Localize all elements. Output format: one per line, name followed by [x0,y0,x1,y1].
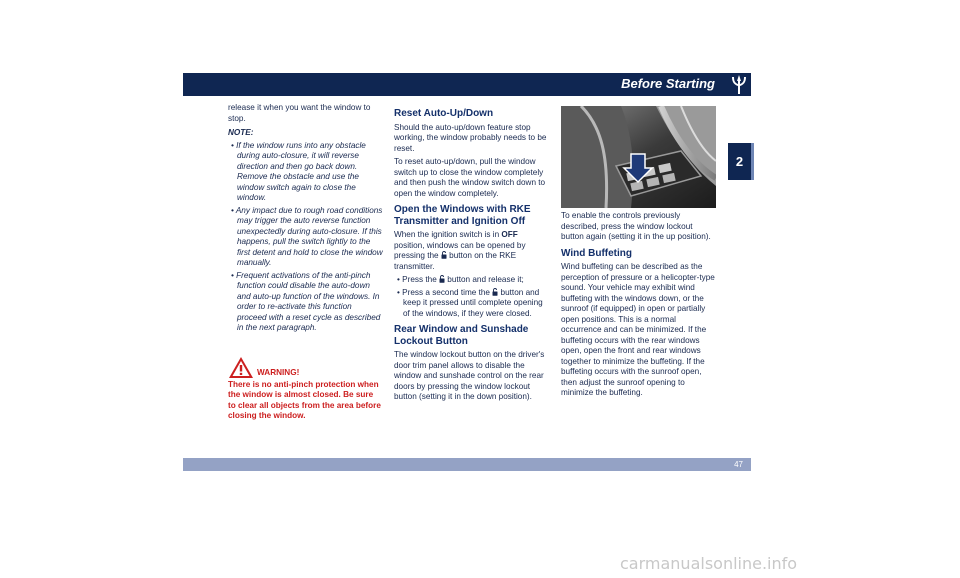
heading-rke: Open the Windows with RKE Transmitter and Ignition Off [394,204,531,227]
heading-rear-lockout: Rear Window and Sunshade Lockout Button [394,324,529,347]
off-label: OFF [501,230,518,239]
door-panel-photo [561,106,716,208]
warning-text: There is no anti-pinch protection when the window is almost closed. Be sure to clear all objects from the area before closing the window. [228,379,381,420]
wind-paragraph: Wind buffeting can be described as the perception of pressure or a helicopter-type sound. Your vehicle may exhibit wind buffeting with the windows down, or the sunroof (if equipped) in open or partially open positions. This is a normal occurrence and can be minimized. If the buffeting occurs with the rear windows open, open the front and rear windows together to minimize the buffeting. If the buffeting occurs with the sunroof open, then adjust the sunroof opening to minimize the buffeting. [561,262,715,397]
note-item: • Any impact due to rough road conditions may trigger the auto reverse function unexpectedly during auto-closure. If this happens, pull the switch lightly to the first detent and hold to close the window manually. [228,206,383,269]
column-2 [394,103,549,406]
enable-paragraph: To enable the controls previously described, press the window lockout button again (setting it in the up position). [561,211,711,241]
page-number: 47 [734,460,743,469]
rke-paragraph: When the ignition switch is in OFF position, windows can be opened by pressing the button on the RKE transmitter. [394,230,526,271]
note-item: • If the window runs into any obstacle during auto-closure, it will reverse direction and then go back down. Remove the obstacle and use the window switch again to close the window. [228,141,383,204]
chapter-tab: 2 [728,143,754,180]
footer-bar [183,458,751,471]
watermark: carmanualsonline.info [620,554,798,573]
intro-text: release it when you want the window to stop. [228,103,371,123]
trident-logo-icon [727,73,751,96]
header-bar [183,73,751,96]
warning-box [228,356,383,422]
warning-label: WARNING! [257,368,300,377]
column-1 [228,103,383,422]
note-label: NOTE: [228,128,254,137]
note-item: • Frequent activations of the anti-pinch function could disable the auto-down and auto-up function of the windows. In order to re-activate this function proceed with a reset cycle as described in the next paragraph. [228,271,383,334]
rke-step: • Press the button and release it; [394,275,549,286]
warning-triangle-icon [228,356,254,379]
rear-lockout-paragraph: The window lockout button on the driver's door trim panel allows to disable the window and sunshade control on the rear doors by pressing the window lockout button (setting it in the down position). [394,350,545,401]
reset-paragraph-1: Should the auto-up/down feature stop working, the window probably needs to be reset. [394,122,547,153]
rke-step: • Press a second time the button and keep it pressed until complete opening of the windows, if they were closed. [394,288,549,320]
rke-steps [394,275,549,319]
heading-reset: Reset Auto-Up/Down [394,108,494,119]
column-3 [561,211,716,402]
reset-paragraph-2: To reset auto-up/down, pull the window switch up to close the window completely and then push the window switch down to open the window completely. [394,157,546,198]
note-list [228,141,383,334]
section-title: Before Starting [621,76,715,91]
heading-wind-buffeting: Wind Buffeting [561,247,633,259]
